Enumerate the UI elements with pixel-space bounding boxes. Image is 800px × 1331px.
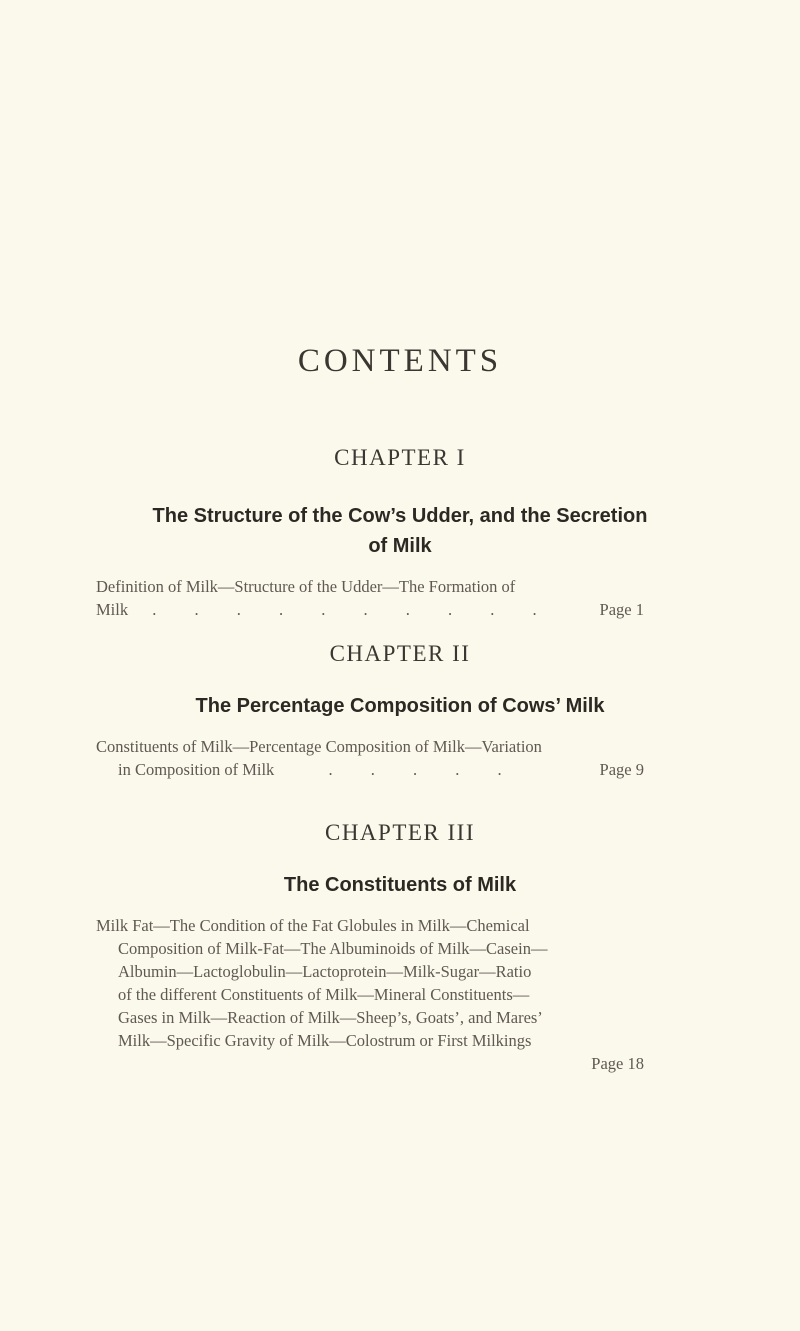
chapter-title: [120, 691, 680, 721]
chapter-title-line: The Constituents of Milk: [283, 874, 517, 896]
chapter-number: CHAPTER II: [329, 641, 471, 666]
chapter-title: [120, 870, 680, 900]
summary-line: Gases in Milk—Reaction of Milk—Sheep’s, Goats’, and Mares’: [118, 1008, 543, 1027]
summary-line: Composition of Milk-Fat—The Albuminoids of Milk—Casein—: [118, 939, 548, 958]
chapter-title-line: of Milk: [368, 535, 432, 557]
summary-text: in Composition of Milk: [118, 760, 275, 779]
leader-dots: . . . . .: [328, 760, 519, 779]
summary-text: Milk: [96, 600, 129, 619]
summary-line: Milk—Specific Gravity of Milk—Colostrum or First Milkings: [118, 1031, 532, 1050]
contents-heading: CONTENTS: [297, 343, 503, 379]
leader-dots: . . . . . . . . . .: [152, 600, 554, 619]
page-reference: Page 1: [599, 600, 644, 619]
summary-line: Definition of Milk—Structure of the Udder—The Formation of: [96, 577, 516, 596]
chapter-summary: [96, 914, 644, 1075]
chapter-summary: [96, 735, 644, 781]
chapter-number: CHAPTER I: [334, 445, 466, 470]
chapter-number: CHAPTER III: [324, 820, 476, 845]
summary-line: Albumin—Lactoglobulin—Lactoprotein—Milk-Sugar—Ratio: [118, 962, 532, 981]
chapter-summary: [96, 575, 644, 621]
chapter-title: [120, 501, 680, 561]
summary-line: of the different Constituents of Milk—Mineral Constituents—: [118, 985, 530, 1004]
summary-line: [96, 1052, 644, 1075]
summary-line: [96, 758, 644, 781]
chapter-title-line: The Percentage Composition of Cows’ Milk: [195, 695, 605, 717]
summary-line: Constituents of Milk—Percentage Composition of Milk—Variation: [96, 737, 542, 756]
summary-line: Milk Fat—The Condition of the Fat Globules in Milk—Chemical: [96, 916, 530, 935]
chapter-2: [0, 641, 800, 781]
page-reference: Page 18: [591, 1054, 644, 1073]
chapter-3: [0, 820, 800, 1075]
summary-line: [96, 598, 644, 621]
page-reference: Page 9: [599, 760, 644, 779]
chapter-1: [0, 445, 800, 621]
chapter-title-line: The Structure of the Cow’s Udder, and the Secretion: [152, 505, 648, 527]
